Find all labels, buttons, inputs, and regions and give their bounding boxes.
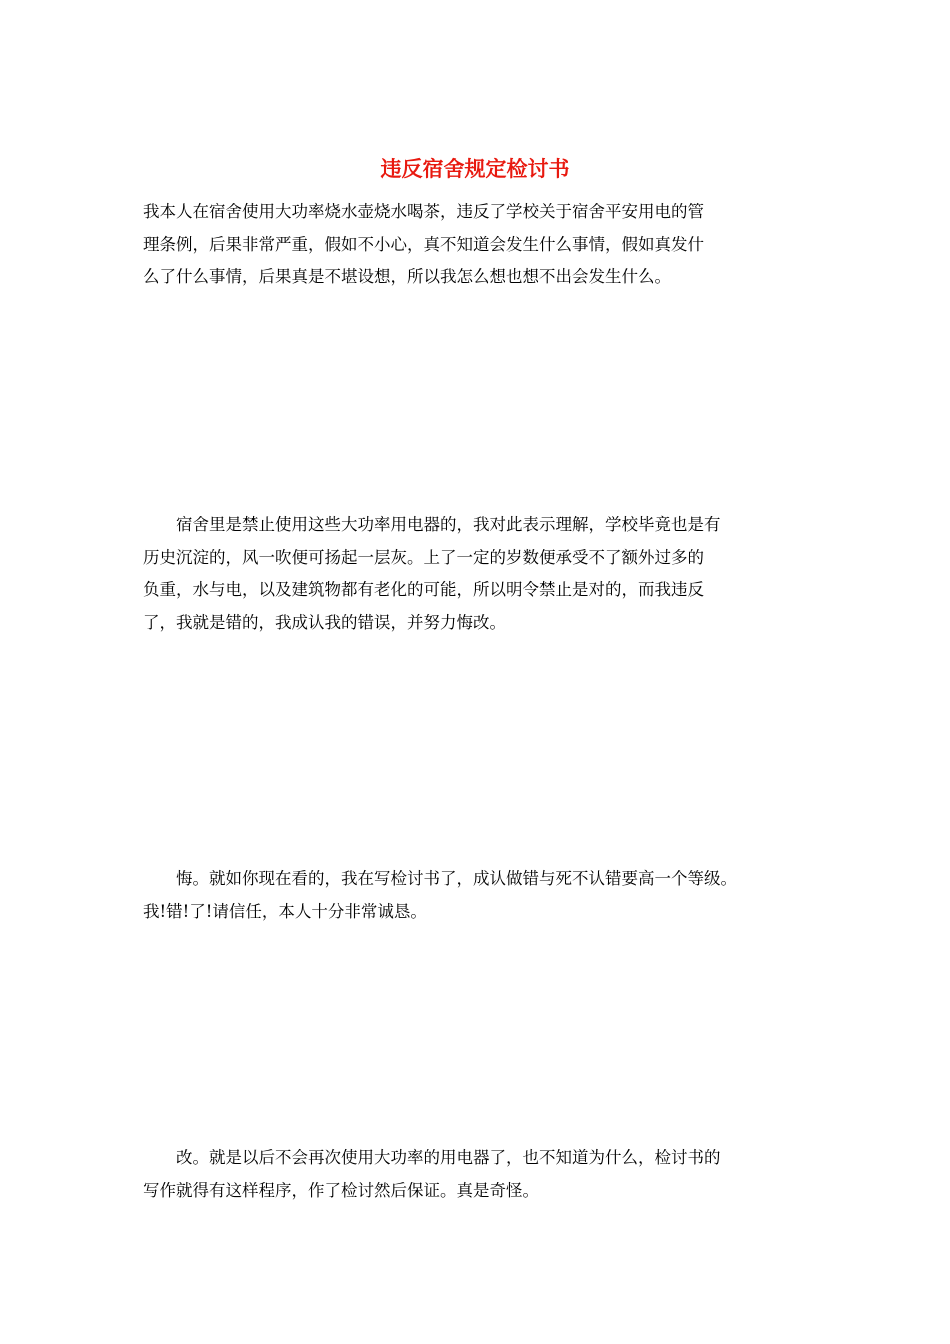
paragraph-1	[143, 196, 808, 294]
paragraph-line: 写作就得有这样程序，作了检讨然后保证。真是奇怪。	[143, 1180, 539, 1200]
paragraph-3	[143, 863, 808, 928]
paragraph-line: 理条例，后果非常严重，假如不小心，真不知道会发生什么事情，假如真发什	[143, 234, 704, 254]
paragraph-2	[143, 509, 808, 639]
paragraph-line: 负重，水与电，以及建筑物都有老化的可能，所以明令禁止是对的，而我违反	[143, 580, 704, 599]
paragraph-line: 宿舍里是禁止使用这些大功率用电器的，我对此表示理解，学校毕竟也是有	[176, 515, 721, 534]
paragraph-line: 历史沉淀的，风一吹便可扬起一层灰。上了一定的岁数便承受不了额外过多的	[143, 547, 704, 567]
paragraph-line: 了，我就是错的，我成认我的错误，并努力悔改。	[143, 612, 506, 632]
paragraph-line: 我本人在宿舍使用大功率烧水壶烧水喝茶，违反了学校关于宿舍平安用电的管	[143, 202, 704, 221]
document-title: 违反宿舍规定检讨书	[380, 157, 570, 181]
paragraph-line: 我!错!了!请信任，本人十分非常诚恳。	[143, 901, 427, 921]
paragraph-line: 么了什么事情，后果真是不堪设想，所以我怎么想也想不出会发生什么。	[143, 267, 671, 286]
paragraph-4	[143, 1142, 808, 1207]
paragraph-line: 改。就是以后不会再次使用大功率的用电器了，也不知道为什么，检讨书的	[176, 1148, 721, 1167]
paragraph-line: 悔。就如你现在看的，我在写检讨书了，成认做错与死不认错要高一个等级。	[176, 869, 737, 888]
